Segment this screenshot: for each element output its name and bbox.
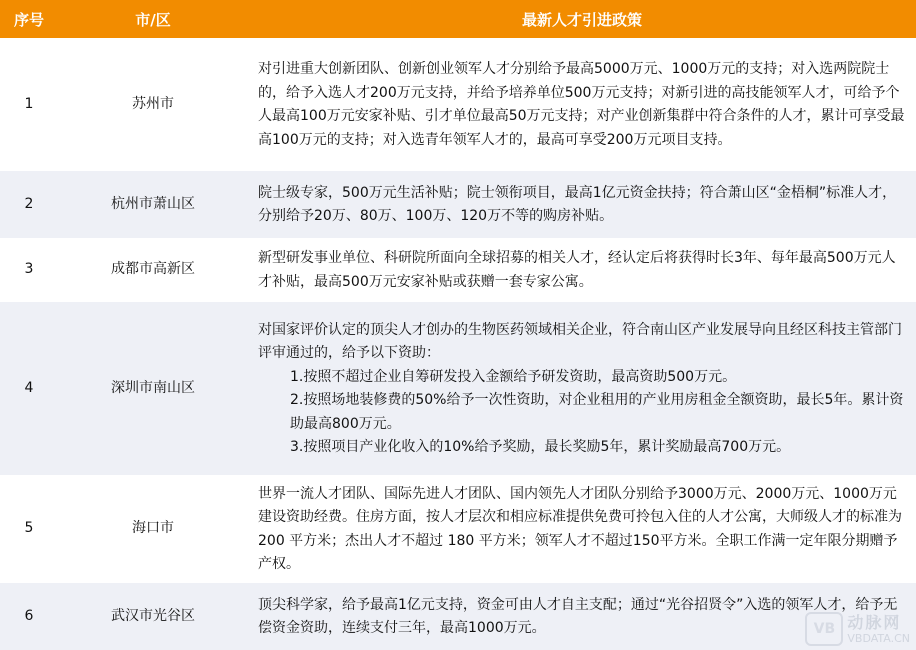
row-city: 杭州市萧山区 bbox=[58, 171, 248, 238]
row-index: 3 bbox=[0, 238, 58, 302]
table-row bbox=[0, 302, 916, 475]
policy-item-1: 1.按照不超过企业自筹研发投入金额给予研发资助，最高资助500万元。 bbox=[290, 368, 737, 385]
table-row bbox=[0, 583, 916, 650]
row-policy bbox=[248, 475, 916, 583]
row-policy bbox=[248, 238, 916, 302]
row-policy bbox=[248, 38, 916, 171]
row-city: 苏州市 bbox=[58, 38, 248, 171]
header-index: 序号 bbox=[0, 0, 58, 38]
row-index: 6 bbox=[0, 583, 58, 650]
watermark bbox=[805, 612, 910, 646]
header-city: 市/区 bbox=[58, 0, 248, 38]
row-city: 武汉市光谷区 bbox=[58, 583, 248, 650]
policy-text: 世界一流人才团队、国际先进人才团队、国内领先人才团队分别给予3000万元、2000万元、1000万元建设资助经费。住房方面，按人才层次和相应标准提供免费可拎包入住的人才公寓，大师级人才的标准为 200 平方米；杰出人才不超过 180 平方米；领军人才不超过150平方米。全职工作满一定年限分期赠予产权。 bbox=[258, 485, 902, 572]
row-city: 成都市高新区 bbox=[58, 238, 248, 302]
row-index: 1 bbox=[0, 38, 58, 171]
table-row bbox=[0, 238, 916, 302]
row-policy bbox=[248, 171, 916, 238]
policy-text: 对国家评价认定的顶尖人才创办的生物医药领域相关企业，符合南山区产业发展导向且经区科技主管部门评审通过的，给予以下资助： bbox=[258, 321, 902, 361]
watermark-domain: VBDATA.CN bbox=[847, 631, 910, 645]
table-header-row bbox=[0, 0, 916, 38]
row-index: 5 bbox=[0, 475, 58, 583]
watermark-logo-icon: VB bbox=[805, 612, 843, 646]
header-policy: 最新人才引进政策 bbox=[248, 0, 916, 38]
policy-item-3: 3.按照项目产业化收入的10%给予奖励，最长奖励5年，累计奖励最高700万元。 bbox=[290, 439, 791, 455]
table-row bbox=[0, 475, 916, 583]
policy-text: 对引进重大创新团队、创新创业领军人才分别给予最高5000万元、1000万元的支持；对入选两院院士的，给予入选人才200万元支持，并给予培养单位500万元支持；对新引进的高技能领军人才，可给予个人最高100万元安家补贴、引才单位最高50万元支持；对产业创新集群中符合条件的人才，累计可享受最高100万元的支持；对入选青年领军人才的，最高可享受200万元项目支持。 bbox=[258, 61, 905, 148]
table-row bbox=[0, 171, 916, 238]
policy-text: 新型研发事业单位、科研院所面向全球招募的相关人才，经认定后将获得时长3年、每年最高500万元人才补贴，最高500万元安家补贴或获赠一套专家公寓。 bbox=[258, 250, 896, 290]
table-row bbox=[0, 38, 916, 171]
row-index: 2 bbox=[0, 171, 58, 238]
row-policy bbox=[248, 302, 916, 475]
row-city: 海口市 bbox=[58, 475, 248, 583]
watermark-name: 动脉网 bbox=[847, 612, 902, 632]
policy-item-2: 2.按照场地装修费的50%给予一次性资助，对企业租用的产业用房租金全额资助，最长5年。累计资助最高800万元。 bbox=[290, 392, 904, 432]
row-city: 深圳市南山区 bbox=[58, 302, 248, 475]
policy-text: 顶尖科学家，给予最高1亿元支持，资金可由人才自主支配；通过“光谷招贤令”入选的领军人才，给予无偿资金资助，连续支付三年，最高1000万元。 bbox=[258, 596, 898, 636]
watermark-text bbox=[847, 614, 910, 645]
row-index: 4 bbox=[0, 302, 58, 475]
policy-text: 院士级专家，500万元生活补贴；院士领衔项目，最高1亿元资金扶持；符合萧山区“金梧桐”标准人才，分别给予20万、80万、100万、120万不等的购房补贴。 bbox=[258, 184, 897, 224]
